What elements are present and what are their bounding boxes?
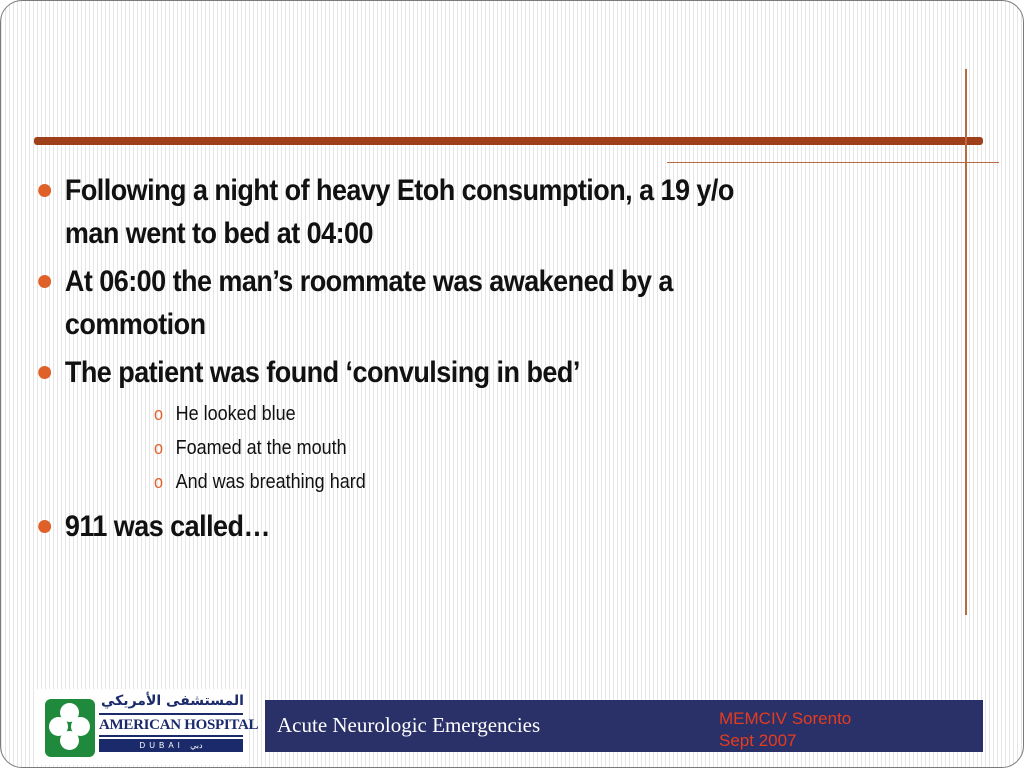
bullet-item: [37, 505, 793, 548]
logo-hospital-name: AMERICAN HOSPITAL: [99, 713, 243, 737]
sub-bullet-text: He looked blue: [175, 403, 296, 425]
bullet-text: The patient was found ‘convulsing in bed’: [64, 356, 580, 389]
logo-arabic-name: المستشفى الأمريكي: [101, 693, 244, 709]
footer-note: MEMCIV Sorento Sept 2007: [719, 709, 852, 750]
footer-title: Acute Neurologic Emergencies: [277, 713, 541, 737]
bullet-text: Following a night of heavy Etoh consumption, a 19 y/o man went to bed at 04:00: [64, 174, 734, 250]
bullet-dot-icon: [38, 520, 51, 533]
hospital-logo: [37, 689, 259, 765]
sub-bullet-item: [37, 397, 793, 431]
sub-bullet-list: [37, 397, 877, 499]
bullet-item: [37, 351, 793, 394]
accent-line-horizontal: [667, 162, 999, 163]
bullet-item: [37, 169, 793, 255]
sub-bullet-item: [37, 465, 793, 499]
footer-band: [265, 700, 983, 752]
logo-city: DUBAI دبي: [99, 739, 243, 752]
bullet-dot-icon: [38, 366, 51, 379]
hollow-bullet-icon: o: [154, 404, 164, 424]
sub-bullet-item: [37, 431, 793, 465]
bullet-list: [37, 169, 877, 553]
bullet-item: [37, 260, 793, 346]
accent-line-vertical: [965, 69, 967, 615]
bullet-text: 911 was called…: [64, 510, 270, 543]
bullet-dot-icon: [38, 275, 51, 288]
clover-logo-icon: [45, 699, 95, 757]
sub-bullet-text: Foamed at the mouth: [175, 437, 347, 459]
bullet-text: At 06:00 the man’s roommate was awakened by a commotion: [64, 265, 673, 341]
bullet-dot-icon: [38, 184, 51, 197]
sub-bullet-text: And was breathing hard: [175, 471, 366, 493]
hollow-bullet-icon: o: [154, 438, 164, 458]
hollow-bullet-icon: o: [154, 472, 164, 492]
title-divider: [34, 137, 983, 145]
